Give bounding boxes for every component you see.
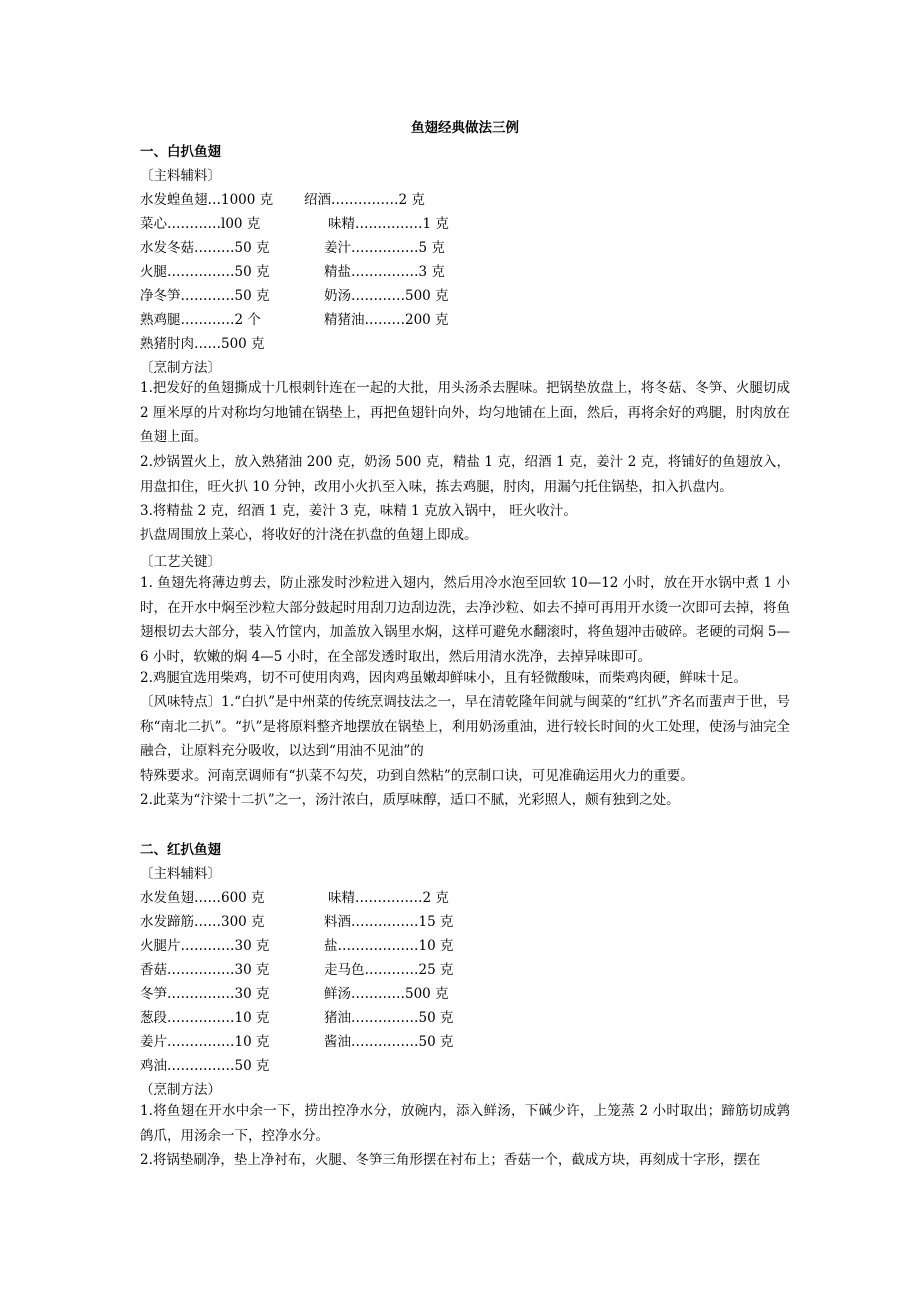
section2-method-label: （烹制方法）: [140, 1082, 221, 1098]
ingredient-item: 奶汤…………500 克: [324, 288, 449, 304]
section1-flavor-1: 〔风味特点〕1.“白扒”是中州菜的传统烹调技法之一，早在清乾隆年间就与闽菜的“红扒”齐名而蜚声于世，号称“南北二扒”。“扒”是将原料整齐地摆放在锅垫上，利用奶汤重油，进行较长时间的火工处理，使汤与油完全融合，让原料充分吸收，以达到“用油不见油”的: [140, 694, 790, 760]
ingredient-item: 火腿……………50 克: [140, 264, 270, 280]
ingredient-item: 姜汁……………5 克: [324, 240, 445, 256]
ingredient-item: 精猪油………200 克: [324, 312, 449, 328]
ingredient-item: 绍酒……………2 克: [304, 192, 425, 208]
section1-step-2: 2.炒锅置火上，放入熟猪油 200 克，奶汤 500 克，精盐 1 克，绍酒 1 克，姜汁 2 克，将铺好的鱼翅放入，用盘扣住，旺火扒 10 分钟，改用小火扒至入味，拣去鸡腿，肘肉，用漏勺托住锅垫，扣入扒盘内。: [140, 454, 790, 495]
ingredient-item: 冬笋……………30 克: [140, 986, 270, 1002]
section1-flavor-3: 2.此菜为“汴梁十二扒”之一，汤汁浓白，质厚味醇，适口不腻，光彩照人，颇有独到之处。: [140, 792, 680, 808]
ingredient-item: 水发蝗鱼翅…1000 克: [140, 192, 274, 208]
section2-heading: 二、红扒鱼翅: [140, 842, 221, 858]
section1-step-1: 1.把发好的鱼翅撕成十几根刺针连在一起的大批，用头汤杀去腥味。把锅垫放盘上，将冬菇、冬笋、火腿切成 2 厘米厚的片对称均匀地铺在锅垫上，再把鱼翅针向外，均匀地铺在上面，然后，再将余好的鸡腿，肘肉放在鱼翅上面。: [140, 380, 790, 446]
section1-step-3: 3.将精盐 2 克，绍酒 1 克，姜汁 3 克，味精 1 克放入锅中， 旺火收汁。: [140, 503, 577, 519]
ingredient-item: 净冬笋…………50 克: [140, 288, 270, 304]
ingredient-item: 走马色…………25 克: [324, 962, 454, 978]
section1-ingredients-label: 〔主料辅料〕: [140, 168, 221, 184]
ingredient-item: 菜心…………l00 克: [140, 216, 261, 232]
ingredient-item: 熟猪肘肉……500 克: [140, 336, 265, 352]
section2-ingredients-label: 〔主料辅料〕: [140, 866, 221, 882]
ingredient-item: 味精……………2 克: [328, 890, 449, 906]
ingredient-item: 鸡油……………50 克: [140, 1058, 270, 1074]
ingredient-item: 酱油……………50 克: [324, 1034, 454, 1050]
section1-heading: 一、白扒鱼翅: [140, 144, 221, 160]
ingredient-item: 香菇……………30 克: [140, 962, 270, 978]
section1-key-2: 2.鸡腿宜选用柴鸡，切不可使用肉鸡，因肉鸡虽嫩却鲜味小，且有轻微酸味，而柴鸡肉硬，鲜味十足。: [140, 670, 747, 686]
section1-key-1: 1. 鱼翅先将薄边剪去，防止涨发时沙粒进入翅内，然后用冷水泡至回软 10—12 小时，放在开水锅中煮 1 小时，在开水中焖至沙粒大部分鼓起时用刮刀边刮边洗，去净沙粒、如去不掉可再用开水烫一次即可去掉，将鱼翅根切去大部分，装入竹筐内，加盖放入锅里水焖，这样可避免水翻滚时，将鱼翅冲击破碎。老硬的司焖 5—6 小时，软嫩的焖 4—5 小时，在全部发透时取出，然后用清水洗净，去掉异味即可。: [140, 575, 790, 665]
ingredient-item: 盐………………10 克: [324, 938, 454, 954]
ingredient-item: 水发冬菇………50 克: [140, 240, 270, 256]
ingredient-item: 姜片……………10 克: [140, 1034, 270, 1050]
ingredient-item: 水发鱼翅……600 克: [140, 890, 265, 906]
ingredient-item: 火腿片…………30 克: [140, 938, 270, 954]
section1-step-4: 扒盘周围放上菜心，将收好的汁浇在扒盘的鱼翅上即成。: [140, 527, 478, 543]
section1-method-label: 〔烹制方法〕: [140, 360, 221, 376]
section1-key-label: 〔工艺关键〕: [140, 554, 221, 570]
ingredient-item: 鲜汤…………500 克: [324, 986, 449, 1002]
document-title: 鱼翅经典做法三例: [411, 120, 519, 136]
ingredient-item: 猪油……………50 克: [324, 1010, 454, 1026]
ingredient-item: 水发蹄筋……300 克: [140, 914, 265, 930]
ingredient-item: 味精……………1 克: [328, 216, 449, 232]
section2-step-1: 1.将鱼翅在开水中余一下，捞出控净水分，放碗内，添入鲜汤，下碱少许，上笼蒸 2 小时取出；蹄筋切成鹑鸽爪，用汤余一下，控净水分。: [140, 1103, 790, 1144]
ingredient-item: 料酒……………15 克: [324, 914, 454, 930]
section1-flavor-2: 特殊要求。河南烹调师有“扒菜不勾芡，功到自然粘”的烹制口诀，可见准确运用火力的重要。: [140, 768, 694, 784]
ingredient-item: 葱段……………10 克: [140, 1010, 270, 1026]
ingredient-item: 精盐……………3 克: [324, 264, 445, 280]
ingredient-item: 熟鸡腿…………2 个: [140, 312, 261, 328]
section2-step-2: 2.将锅垫刷净，垫上净衬布，火腿、冬笋三角形摆在衬布上；香菇一个，截成方块，再刻成十字形，摆在: [140, 1152, 761, 1168]
